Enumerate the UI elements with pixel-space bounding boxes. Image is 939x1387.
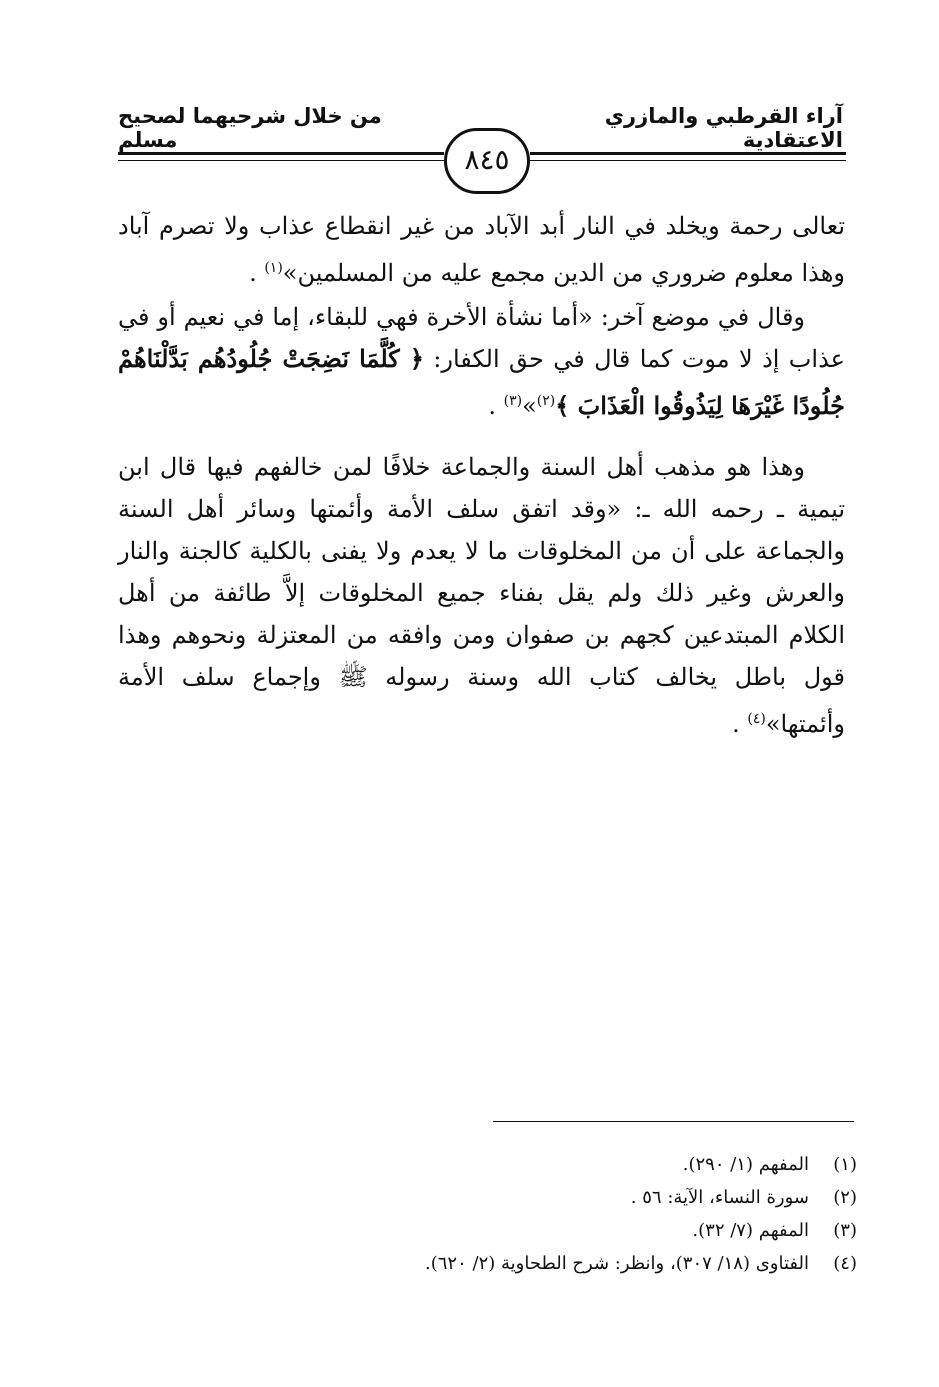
footnote-item: [157, 1148, 857, 1181]
footnote-text: سورة النساء، الآية: ٥٦ .: [630, 1187, 809, 1208]
footnote-number: (٣): [833, 1220, 857, 1241]
paragraph-1-end: .: [249, 259, 265, 287]
paragraph-3-text: وهذا هو مذهب أهل السنة والجماعة خلافًا لمن خالفهم فيها قال ابن تيمية ـ رحمه الله ـ: «وقد اتفق سلف الأمة وأئمتها وسائر أهل السنة والجماعة على أن من المخلوقات ما لا يعدم ولا يفنى بالكلية كالجنة والنار والعرش وغير ذلك ولم يقل بفناء جميع المخلوقات إلاَّ طائفة من أهل الكلام المبتدعين كجهم بن صفوان ومن وافقه من المعتزلة ونحوهم وهذا قول باطل يخالف كتاب الله وسنة رسوله ﷺ وإجماع سلف الأمة وأئمتها»: [118, 453, 845, 738]
footnote-item: [157, 1247, 857, 1280]
footnote-text: الفتاوى (١٨/ ٣٠٧)، وانظر: شرح الطحاوية (٢/ ٦٢٠).: [425, 1253, 809, 1274]
running-header-title: آراء القرطبي والمازري الاعتقادية: [604, 104, 843, 152]
quote-close: »: [522, 392, 537, 420]
paragraph-2-text: وقال في موضع آخر: «أما نشأة الأخرة فهي للبقاء، إما في نعيم أو في عذاب إذ لا موت كما قال في حق الكفار:: [118, 303, 845, 373]
header-rule-right: [530, 152, 846, 155]
quran-verse: ﴿ كُلَّمَا نَضِجَتْ جُلُودُهُم بَدَّلْنَاهُمْ جُلُودًا غَيْرَهَا لِيَذُوقُوا الْعَذَابَ ﴾: [118, 344, 845, 420]
footnote-number: (١): [833, 1154, 857, 1175]
footnote-item: [157, 1181, 857, 1214]
body-paragraph-2: [118, 296, 845, 427]
paragraph-3-end: .: [732, 710, 748, 738]
running-header-subtitle: من خلال شرحيهما لصحيح مسلم: [118, 104, 382, 152]
paragraph-2-end: .: [488, 392, 504, 420]
footnote-text: المفهم (١/ ٢٩٠).: [682, 1154, 809, 1175]
page-number: ٨٤٥: [444, 128, 530, 194]
header-rule-left: [118, 152, 444, 155]
footnote-number: (٢): [833, 1187, 857, 1208]
footnote-ref-1: (١): [264, 260, 283, 276]
footnote-item: [157, 1214, 857, 1247]
header-rule-left-thin: [118, 160, 444, 161]
footnote-text: المفهم (٧/ ٣٢).: [692, 1220, 809, 1241]
paragraph-1-text: تعالى رحمة ويخلد في النار أبد الآباد من غير انقطاع عذاب ولا تصرم آباد وهذا معلوم ضروري من الدين مجمع عليه من المسلمين»: [118, 212, 845, 287]
footnote-ref-2: (٢): [536, 393, 556, 409]
body-paragraph-1: [118, 205, 845, 294]
footnote-number: (٤): [833, 1253, 857, 1274]
footnotes: [157, 1148, 857, 1280]
body-paragraph-3: [118, 446, 845, 745]
footnote-ref-3: (٣): [503, 393, 523, 409]
footnote-separator: [493, 1121, 854, 1122]
header-rule-right-thin: [530, 160, 846, 161]
footnote-ref-4: (٤): [747, 711, 766, 727]
